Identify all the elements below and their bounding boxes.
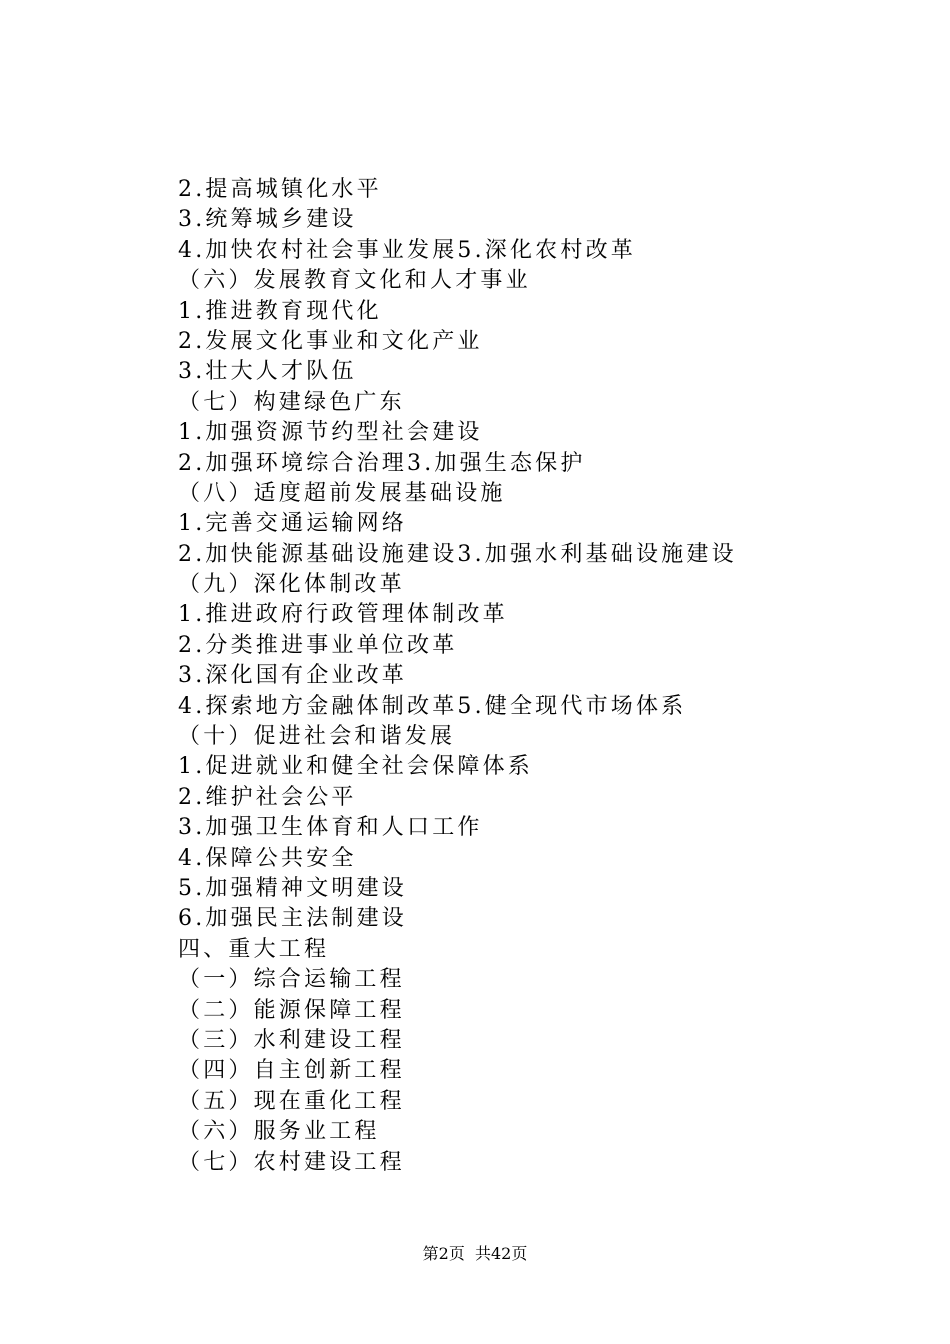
- text-line: 2.维护社会公平: [178, 784, 357, 810]
- section-heading: （六）服务业工程: [178, 1119, 380, 1145]
- text-line: 3.加强卫生体育和人口工作: [178, 815, 483, 841]
- section-heading: （十）促进社会和谐发展: [178, 724, 456, 750]
- document-body: [178, 175, 878, 1178]
- text-line: 2.分类推进事业单位改革: [178, 632, 458, 658]
- text-line: 1.促进就业和健全社会保障体系: [178, 754, 533, 780]
- text-line: 3.统筹城乡建设: [178, 207, 357, 233]
- text-line: 1.加强资源节约型社会建设: [178, 420, 483, 446]
- section-heading: （五）现在重化工程: [178, 1088, 405, 1114]
- text-line: 1.完善交通运输网络: [178, 511, 407, 537]
- section-heading: （七）构建绿色广东: [178, 389, 405, 415]
- text-line: 1.推进教育现代化: [178, 298, 382, 324]
- text-line: 5.加强精神文明建设: [178, 875, 407, 901]
- text-line: 2.加强环境综合治理3.加强生态保护: [178, 450, 586, 476]
- text-line: 4.保障公共安全: [178, 845, 357, 871]
- page-number-footer: 第2页 共42页: [422, 1244, 528, 1263]
- section-heading: （一）综合运输工程: [178, 967, 405, 993]
- text-line: 1.推进政府行政管理体制改革: [178, 602, 508, 628]
- text-line: 3.深化国有企业改革: [178, 663, 407, 689]
- chapter-heading: 四、重大工程: [178, 936, 330, 962]
- text-line: 3.壮大人才队伍: [178, 359, 357, 385]
- section-heading: （九）深化体制改革: [178, 572, 405, 598]
- text-line: 6.加强民主法制建设: [178, 906, 407, 932]
- text-line: 2.加快能源基础设施建设3.加强水利基础设施建设: [178, 541, 737, 567]
- text-line: 2.提高城镇化水平: [178, 177, 382, 202]
- section-heading: （四）自主创新工程: [178, 1058, 405, 1084]
- text-line: 4.加快农村社会事业发展5.深化农村改革: [178, 237, 636, 263]
- section-heading: （八）适度超前发展基础设施: [178, 480, 506, 506]
- section-heading: （六）发展教育文化和人才事业: [178, 268, 531, 294]
- text-line: 2.发展文化事业和文化产业: [178, 328, 483, 354]
- section-heading: （二）能源保障工程: [178, 997, 405, 1023]
- section-heading: （七）农村建设工程: [178, 1149, 405, 1175]
- text-line: 4.探索地方金融体制改革5.健全现代市场体系: [178, 693, 687, 719]
- section-heading: （三）水利建设工程: [178, 1027, 405, 1053]
